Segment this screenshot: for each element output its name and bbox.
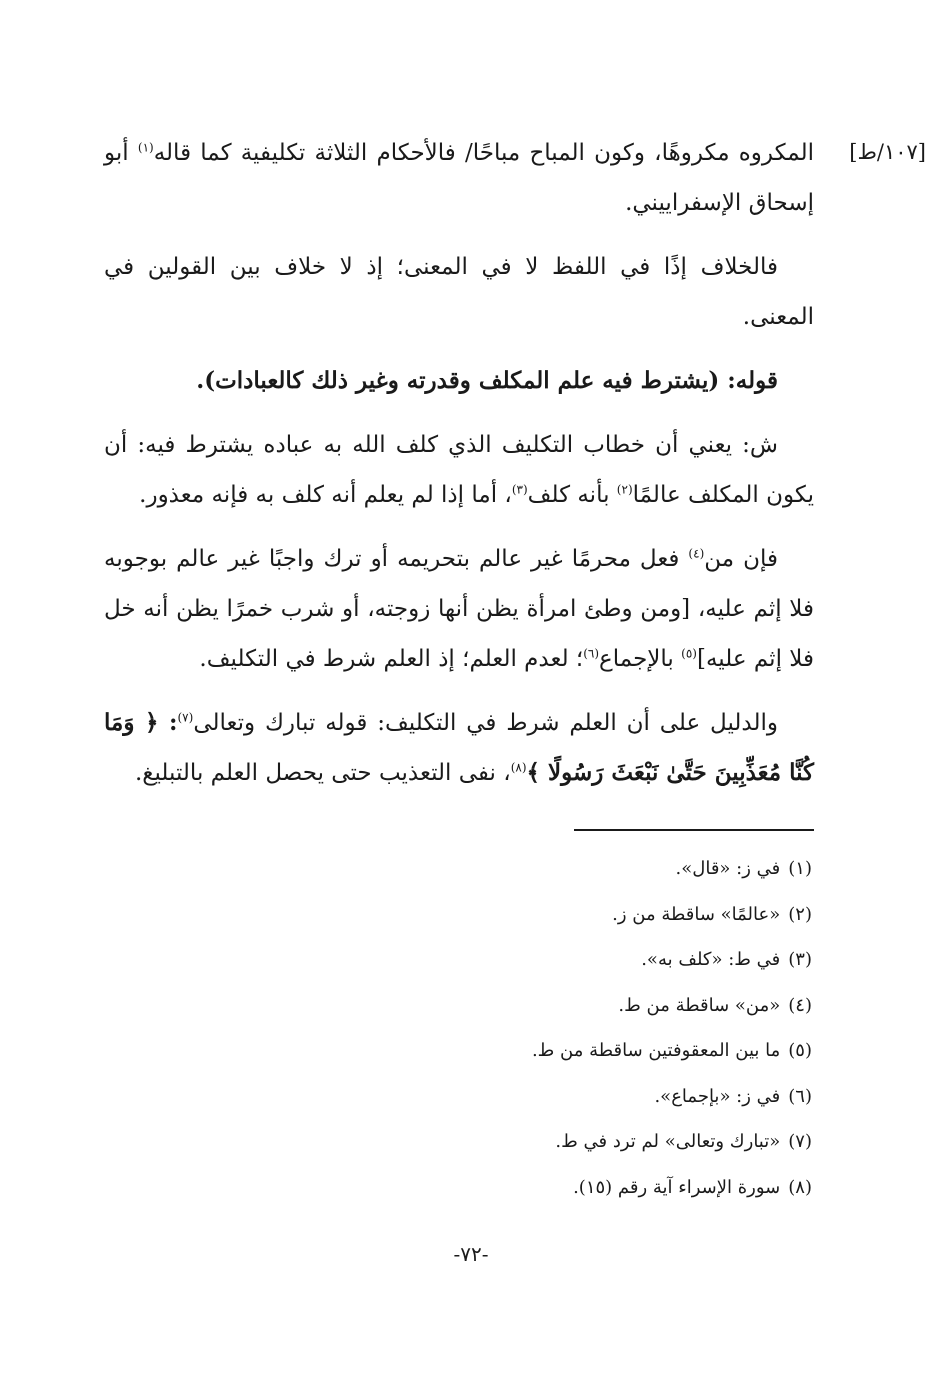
footnote-text: في ز: «بإجماع».: [654, 1085, 781, 1107]
footnote-item: [300, 892, 812, 938]
footnote-text: ما بين المعقوفتين ساقطة من ط.: [531, 1040, 781, 1061]
text-run: ، أما إذا لم يعلم أنه كلف به فإنه معذور.: [139, 482, 512, 508]
margin-reference: [١٠٧/ط]: [849, 140, 926, 164]
footnote-number: (٧): [788, 1131, 812, 1152]
text-run: بالإجماع: [599, 646, 682, 672]
footnote-number: (٥): [788, 1040, 812, 1061]
paragraph: [104, 698, 814, 798]
text-run: بأنه كلف: [527, 482, 617, 508]
quoted-statement: [104, 356, 814, 406]
paragraph: [104, 534, 814, 684]
footnote-text: في ز: «قال».: [675, 858, 781, 879]
page-number: -٧٢-: [453, 1242, 489, 1266]
footnotes-list: [300, 846, 812, 1210]
footnote-separator: [574, 829, 814, 831]
footnote-marker: (٨): [510, 760, 527, 775]
footnote-marker: (٥): [681, 646, 697, 661]
footnote-item: [300, 1119, 812, 1165]
footnote-text: سورة الإسراء آية رقم (١٥).: [573, 1176, 781, 1198]
text-run: فعل محرمًا غير عالم بتحريمه أو ترك واجبًا غير عالم بوجوبه فلا إثم عليه، [ومن وطئ امرأة يظن أنها زوجته، أو شرب خمرًا يظن أنه خل فلا إثم عليه]: [104, 546, 814, 672]
footnote-number: (٨): [788, 1176, 812, 1198]
text-run: فالخلاف إذًا في اللفظ لا في المعنى؛ إذ لا خلاف بين القولين في المعنى.: [104, 254, 814, 330]
footnote-text: «تبارك وتعالى» لم ترد في ط.: [555, 1131, 781, 1152]
text-run: والدليل على أن العلم شرط في التكليف: قوله تبارك وتعالى: [193, 710, 778, 736]
text-run: المكروه مكروهًا، وكون المباح مباحًا/ فالأحكام الثلاثة تكليفية كما قاله: [153, 140, 815, 166]
footnote-item: [300, 1028, 812, 1074]
footnote-number: (١): [788, 858, 812, 879]
text-run: قوله: (يشترط فيه علم المكلف وقدرته وغير ذلك كالعبادات).: [196, 367, 778, 394]
footnote-text: «عالمًا» ساقطة من ز.: [612, 903, 781, 925]
footnote-item: [300, 1165, 812, 1211]
paragraph: [104, 420, 814, 520]
footnote-number: (٦): [788, 1085, 812, 1107]
footnote-text: «من» ساقطة من ط.: [618, 994, 781, 1016]
text-run: ش: يعني أن خطاب التكليف الذي كلف الله به عباده يشترط فيه: أن يكون المكلف عالمًا: [104, 432, 814, 508]
footnote-marker: (٤): [688, 546, 705, 561]
footnote-number: (٢): [788, 903, 812, 925]
footnote-number: (٣): [788, 949, 812, 970]
paragraph: [104, 128, 814, 228]
text-run: ، نفى التعذيب حتى يحصل العلم بالتبليغ.: [134, 760, 511, 786]
footnote-item: [300, 983, 812, 1029]
footnote-item: [300, 937, 812, 983]
text-run: ؛ لعدم العلم؛ إذ العلم شرط في التكليف.: [199, 646, 584, 672]
text-run: أبو إسحاق الإسفراييني.: [104, 140, 814, 216]
footnote-item: [300, 846, 812, 892]
quran-verse: : ﴿ وَمَا كُنَّا مُعَذِّبِينَ حَتَّىٰ نَبْعَثَ رَسُولًا ﴾: [104, 709, 814, 786]
footnote-item: [300, 1074, 812, 1120]
main-text: [104, 128, 814, 812]
footnote-text: في ط: «كلف به».: [641, 949, 781, 970]
footnote-marker: (٢): [616, 482, 633, 497]
footnote-marker: (٣): [511, 482, 528, 497]
footnote-marker: (١): [137, 140, 154, 155]
footnote-marker: (٦): [583, 646, 600, 661]
footnote-number: (٤): [788, 994, 812, 1016]
footnote-marker: (٧): [177, 710, 194, 725]
text-run: فإن من: [704, 546, 778, 572]
paragraph: [104, 242, 814, 342]
